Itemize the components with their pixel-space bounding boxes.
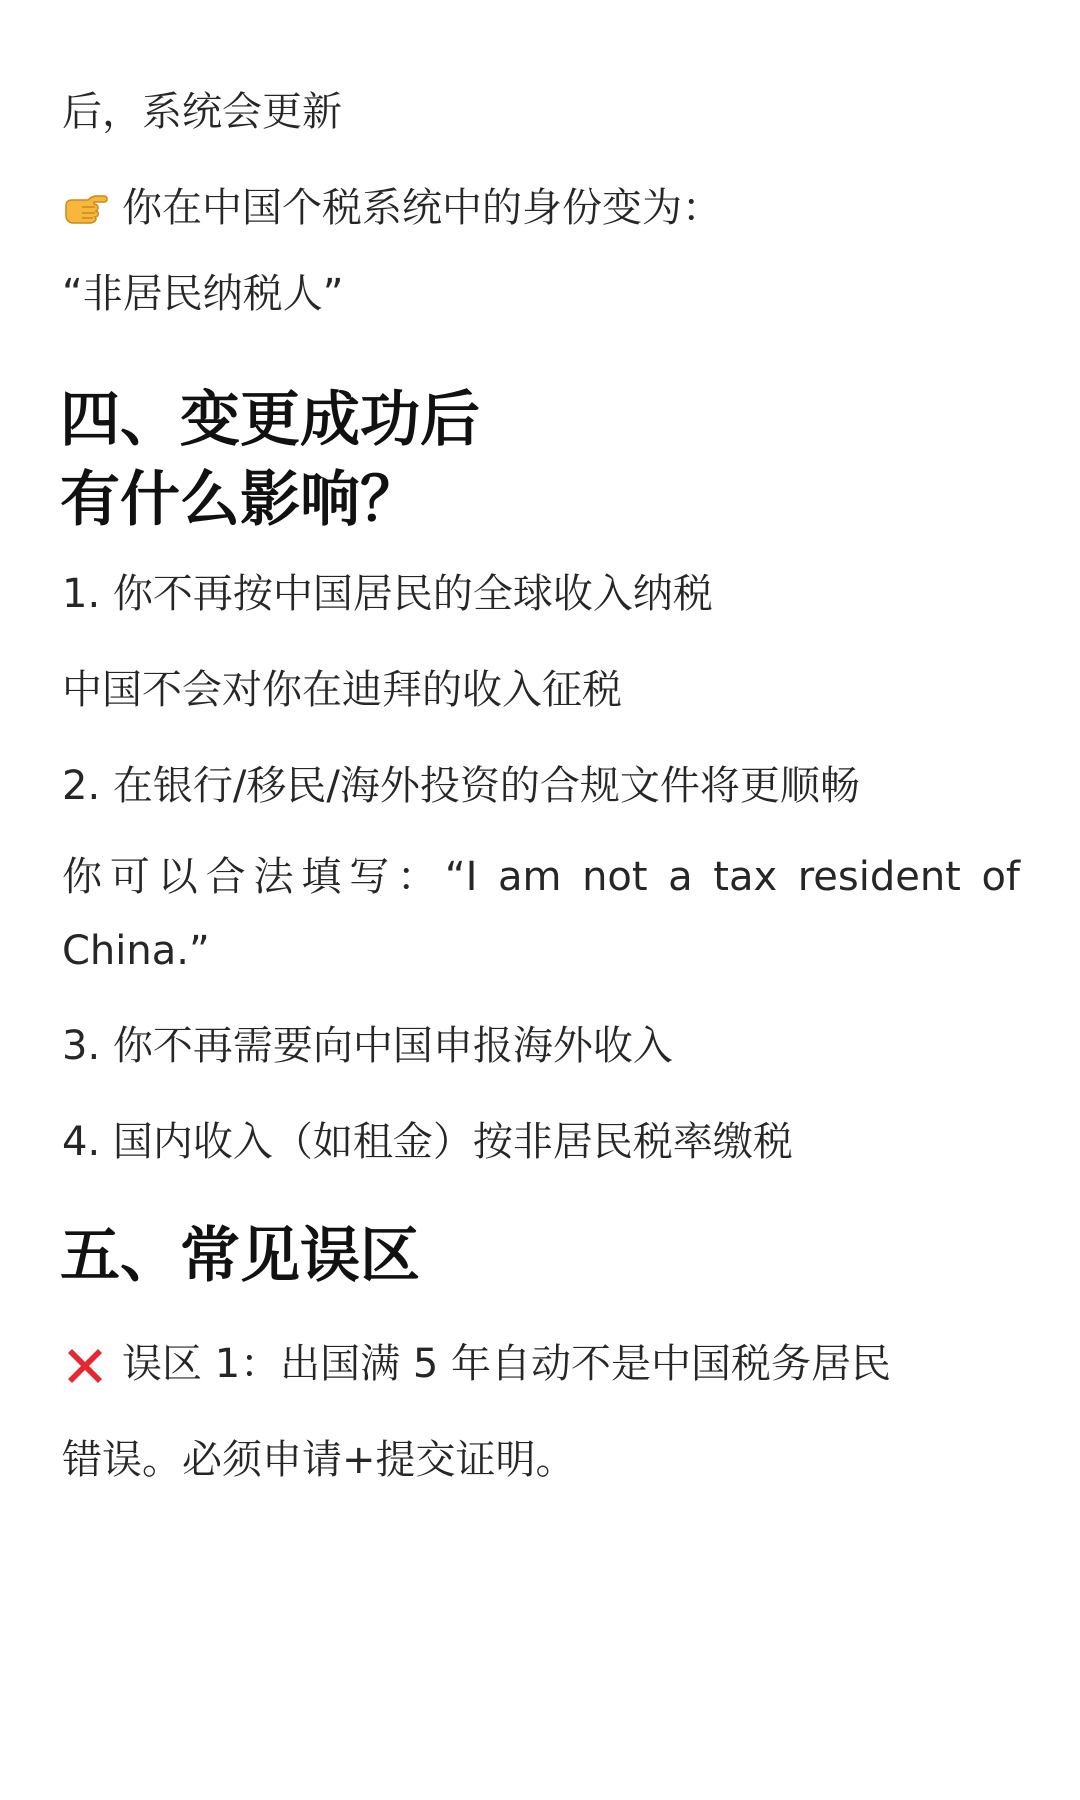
point-3: 3. 你不再需要向中国申报海外收入 (62, 1023, 673, 1069)
red-cross-icon (62, 1343, 108, 1389)
text-misconception-1: 误区 1：出国满 5 年自动不是中国税务居民 (122, 1341, 892, 1387)
section-heading-4 (60, 380, 1018, 540)
text-system-update: 后，系统会更新 (62, 89, 342, 135)
identity-change-line (62, 180, 1020, 236)
point-1-detail: 中国不会对你在迪拜的收入征税 (62, 667, 622, 713)
section-heading-4-line1: 四、变更成功后 (60, 385, 480, 455)
text-non-resident-taxpayer: “非居民纳税人” (62, 271, 344, 317)
pointing-right-hand-icon (62, 190, 108, 230)
section-heading-5: 五、常见误区 (60, 1221, 420, 1291)
point-4: 4. 国内收入（如租金）按非居民税率缴税 (62, 1119, 793, 1165)
misconception-1-answer: 错误。必须申请+提交证明。 (62, 1437, 576, 1483)
point-2: 2. 在银行/移民/海外投资的合规文件将更顺畅 (62, 763, 860, 809)
misconception-1-line (62, 1336, 1020, 1392)
text-identity-change: 你在中国个税系统中的身份变为： (122, 185, 722, 231)
point-2-detail: 你可以合法填写：“I am not a tax resident of China.” (62, 854, 1020, 974)
point-1: 1. 你不再按中国居民的全球收入纳税 (62, 571, 713, 617)
section-heading-4-line2: 有什么影响？ (60, 465, 420, 535)
